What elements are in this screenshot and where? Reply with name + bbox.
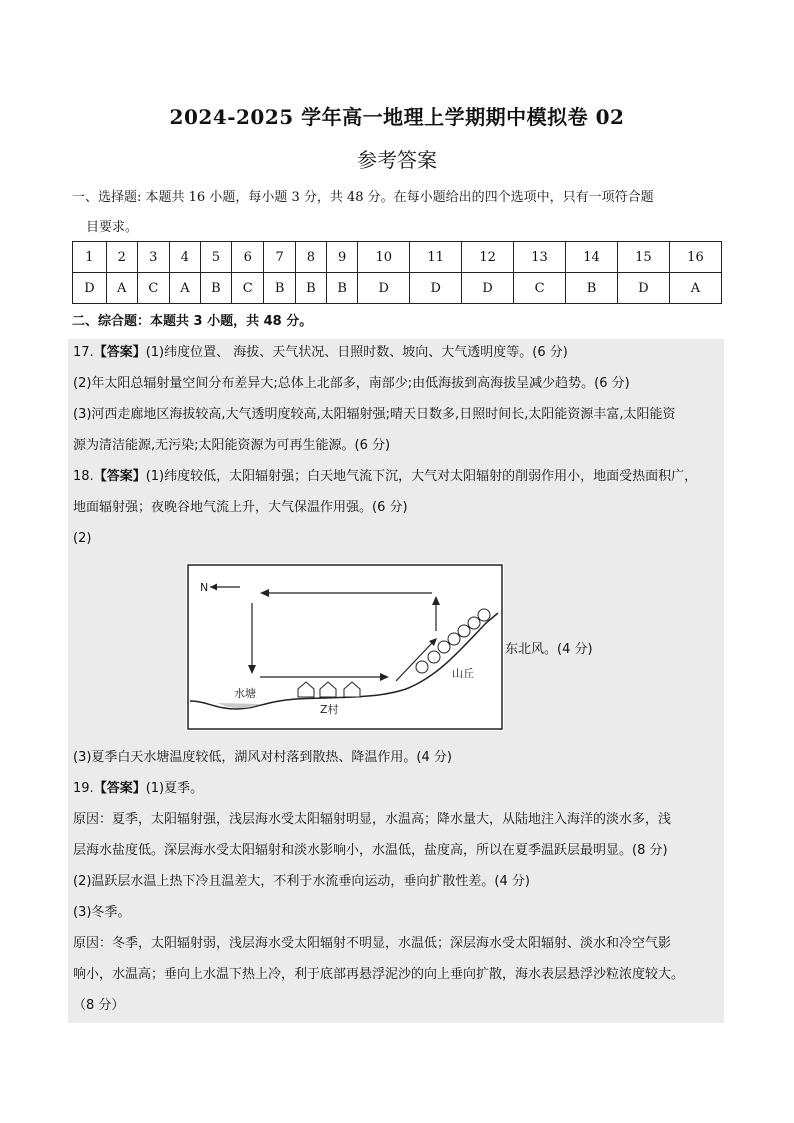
tree-icon <box>478 609 490 621</box>
q19-line-3: 层海水盐度低。深层海水受太阳辐射和淡水影响小，水温低，盐度高，所以在夏季温跃层最明显。(8 分) <box>73 843 668 858</box>
answer-cell: D <box>617 273 669 304</box>
pond-label: 水塘 <box>234 687 256 700</box>
q18-line-1 <box>73 466 697 488</box>
section-choice-line2: 目要求。 <box>86 220 139 235</box>
question-number-cell: 14 <box>566 242 618 273</box>
answer-cell: A <box>669 273 721 304</box>
north-label: N <box>200 581 209 594</box>
hill-label: 山丘 <box>452 667 474 680</box>
q17-line-1 <box>73 342 568 364</box>
answer-cell: B <box>566 273 618 304</box>
q18-text-1: (1)纬度较低，太阳辐射强；白天地气流下沉，大气对太阳辐射的削弱作用小，地面受热面积广， <box>145 469 698 484</box>
q17-text-1: (1)纬度位置、 海拔、天气状况、日照时数、坡向、大气透明度等。(6 分) <box>145 345 568 360</box>
answer-cell: C <box>232 273 264 304</box>
answer-cell: A <box>170 273 201 304</box>
section-choice-line1: 一、选择题: 本题共 16 小题，每小题 3 分，共 48 分。在每小题给出的四个选项中，只有一项符合题 <box>72 190 654 205</box>
tree-icon <box>458 625 470 637</box>
question-number-cell: 10 <box>358 242 410 273</box>
question-number-cell: 8 <box>295 242 326 273</box>
question-number-cell: 1 <box>73 242 107 273</box>
valley-wind-svg <box>186 563 504 731</box>
question-number-cell: 13 <box>514 242 566 273</box>
answer-table <box>72 241 722 304</box>
question-number-cell: 7 <box>264 242 295 273</box>
question-number-cell: 5 <box>200 242 231 273</box>
answer-cell: B <box>327 273 358 304</box>
q17-number: 17. <box>73 345 94 360</box>
q17-line-3: (3)河西走廊地区海拔较高,大气透明度较高,太阳辐射强;晴天日数多,日照时间长,太阳能资源丰富,太阳能资 <box>73 407 676 422</box>
q19-line-2: 原因：夏季，太阳辐射强，浅层海水受太阳辐射明显，水温高；降水量大，从陆地注入海洋的淡水多，浅 <box>73 812 672 827</box>
answer-cell: D <box>73 273 107 304</box>
question-number-cell: 11 <box>410 242 462 273</box>
valley-wind-diagram <box>186 563 504 731</box>
q19-number: 19. <box>73 781 94 796</box>
q18-line-2: 地面辐射强；夜晚谷地气流上升，大气保温作用强。(6 分) <box>73 500 408 515</box>
answer-cell: C <box>514 273 566 304</box>
tree-icon <box>448 633 460 645</box>
q18-line-3: (2) <box>73 531 92 546</box>
question-number-cell: 12 <box>462 242 514 273</box>
answer-table-number-row <box>73 242 722 273</box>
question-number-cell: 4 <box>170 242 201 273</box>
q18-figure-answer: 东北风。(4 分) <box>505 642 593 657</box>
q19-line-1 <box>73 778 203 800</box>
answer-cell: B <box>200 273 231 304</box>
question-number-cell: 3 <box>137 242 169 273</box>
q19-line-7: 响小，水温高；垂向上水温下热上冷，利于底部再悬浮泥沙的向上垂向扩散，海水表层悬浮沙粒浓度较大。 <box>73 967 685 982</box>
q19-line-5: (3)冬季。 <box>73 905 131 920</box>
page-title: 2024-2025 学年高一地理上学期期中模拟卷 02 <box>169 105 625 129</box>
q18-line-4: (3)夏季白天水塘温度较低，湖风对村落到散热、降温作用。(4 分) <box>73 750 452 765</box>
q17-line-2: (2)年太阳总辐射量空间分布差异大;总体上北部多，南部少;由低海拔到高海拔呈减少趋势。(6 分) <box>73 376 630 391</box>
q19-line-8: （8 分） <box>73 998 125 1013</box>
tree-icon <box>416 661 428 673</box>
question-number-cell: 15 <box>617 242 669 273</box>
page-subtitle: 参考答案 <box>357 148 437 172</box>
section-choice-instructions <box>72 183 728 243</box>
village-houses <box>298 682 360 697</box>
tree-icon <box>428 651 440 663</box>
q18-number: 18. <box>73 469 94 484</box>
q17-line-4: 源为清洁能源,无污染;太阳能资源为可再生能源。(6 分) <box>73 438 391 453</box>
q19-line-6: 原因：冬季，太阳辐射弱，浅层海水受太阳辐射不明显，水温低；深层海水受太阳辐射、淡水和冷空气影 <box>73 936 672 951</box>
q19-text-1: (1)夏季。 <box>145 781 204 796</box>
village-label: Z村 <box>320 703 339 716</box>
tree-icon <box>468 617 480 629</box>
q19-line-4: (2)温跃层水温上热下冷且温差大，不利于水流垂向运动，垂向扩散性差。(4 分) <box>73 874 530 889</box>
question-number-cell: 16 <box>669 242 721 273</box>
section-comprehensive-heading: 二、综合题：本题共 3 小题，共 48 分。 <box>72 314 313 329</box>
answer-cell: B <box>295 273 326 304</box>
answer-cell: B <box>264 273 295 304</box>
answer-cell: C <box>137 273 169 304</box>
answer-cell: D <box>358 273 410 304</box>
q18-answer-tag: 【答案】 <box>93 469 146 484</box>
answer-cell: D <box>462 273 514 304</box>
answer-cell: A <box>106 273 137 304</box>
answer-table-answer-row <box>73 273 722 304</box>
question-number-cell: 6 <box>232 242 264 273</box>
answer-cell: D <box>410 273 462 304</box>
tree-icon <box>438 641 450 653</box>
q17-answer-tag: 【答案】 <box>93 345 146 360</box>
question-number-cell: 2 <box>106 242 137 273</box>
question-number-cell: 9 <box>327 242 358 273</box>
q19-answer-tag: 【答案】 <box>93 781 146 796</box>
